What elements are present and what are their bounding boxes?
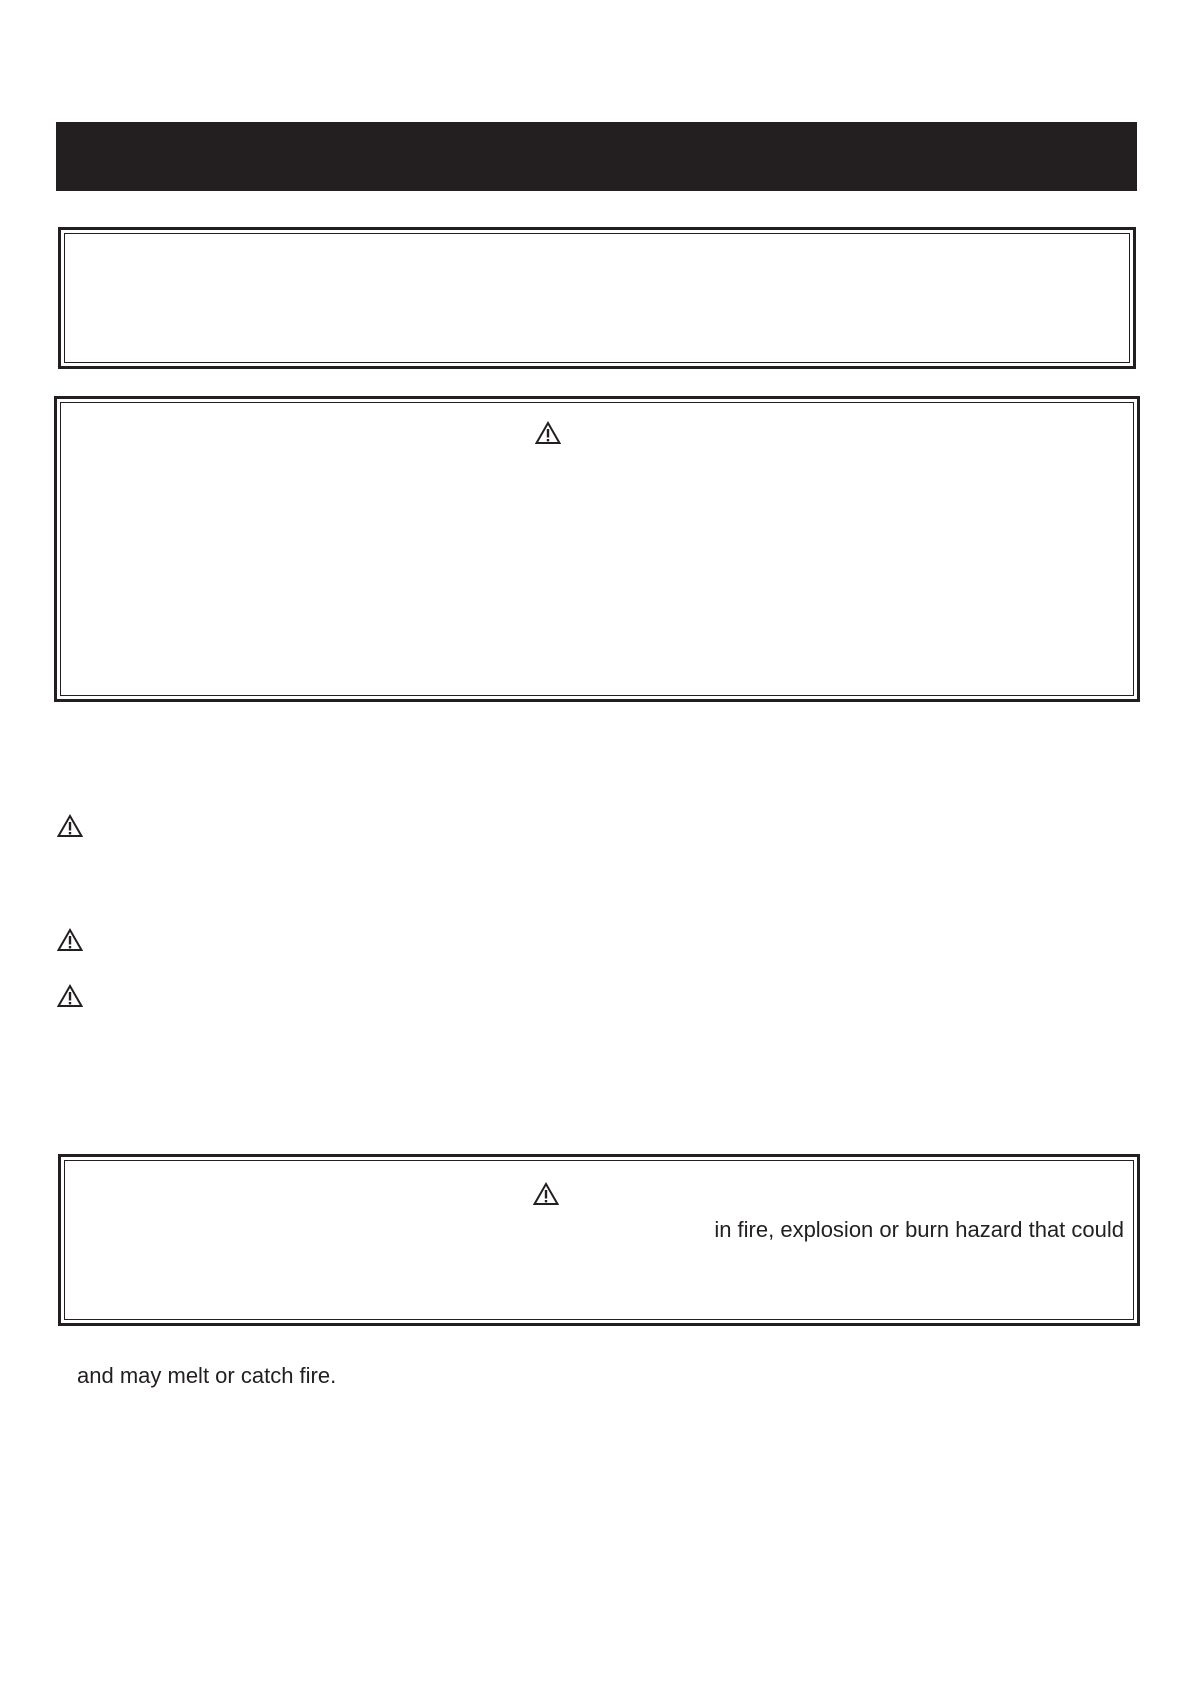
caution-box bbox=[58, 1154, 1140, 1326]
warning-icon bbox=[533, 1182, 559, 1206]
warning-icon bbox=[57, 928, 83, 952]
warning-icon bbox=[57, 814, 83, 838]
warning-icon bbox=[535, 421, 561, 445]
section-header-bar bbox=[56, 122, 1137, 191]
notice-box bbox=[58, 227, 1136, 369]
warning-icon bbox=[57, 984, 83, 1008]
caution-text-fragment: in fire, explosion or burn hazard that could bbox=[714, 1217, 1124, 1242]
body-text-fragment: and may melt or catch fire. bbox=[77, 1363, 337, 1388]
warning-box bbox=[54, 396, 1140, 702]
